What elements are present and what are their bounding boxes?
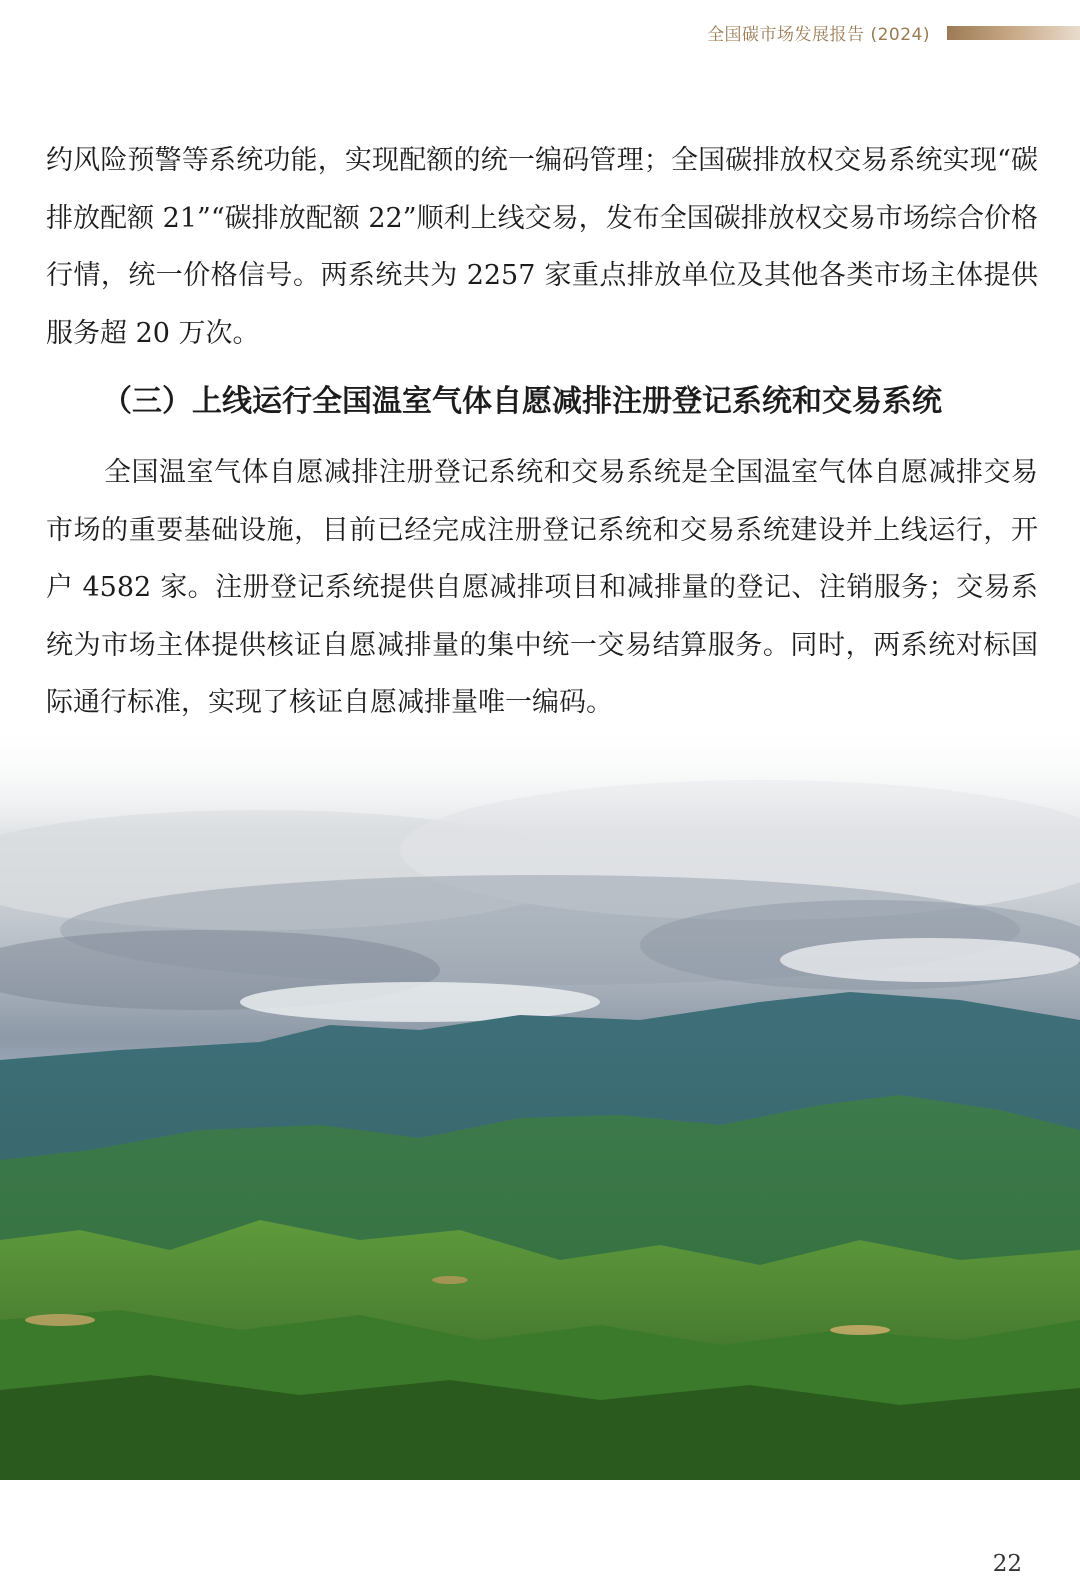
paragraph-voluntary-emission-system: 全国温室气体自愿减排注册登记系统和交易系统是全国温室气体自愿减排交易市场的重要基础设施，目前已经完成注册登记系统和交易系统建设并上线运行，开户 4582 家。注册登记系统提供自愿减排项目和减排量的登记、注销服务；交易系统为市场主体提供核证自愿减排量的集中统一交易结算服务。同时，两系统对标国际通行标准，实现了核证自愿减排量唯一编码。 <box>46 457 1038 718</box>
page-number: 22 <box>992 1551 1022 1577</box>
report-title: 全国碳市场发展报告 (2024) <box>707 25 930 45</box>
paragraph-system-functions: 约风险预警等系统功能，实现配额的统一编码管理；全国碳排放权交易系统实现“碳排放配额 21”“碳排放配额 22”顺利上线交易，发布全国碳排放权交易市场综合价格行情，统一价格信号。两系统共为 2257 家重点排放单位及其他各类市场主体提供服务超 20 万次。 <box>46 145 1038 349</box>
header-decorative-bar <box>947 26 1080 40</box>
section-heading: （三）上线运行全国温室气体自愿减排注册登记系统和交易系统 <box>102 384 942 419</box>
mountain-landscape-photo <box>0 720 1080 1480</box>
page-header <box>0 18 1080 48</box>
